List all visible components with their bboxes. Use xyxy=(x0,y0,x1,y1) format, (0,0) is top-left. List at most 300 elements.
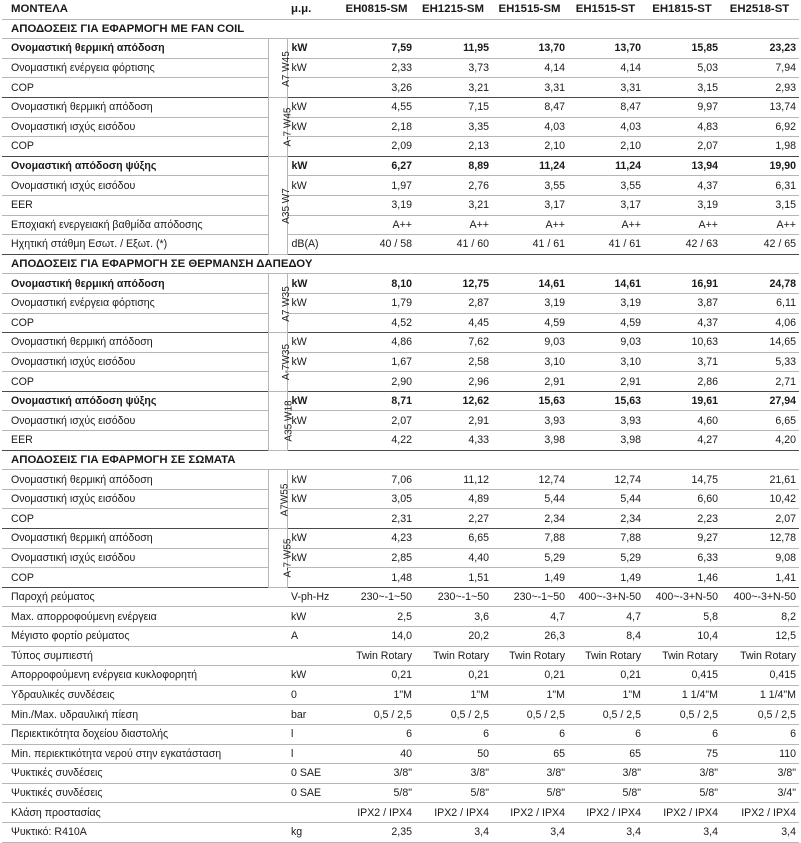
row-label: Min./Max. υδραυλική πίεση xyxy=(2,705,287,725)
row-value: 3,15 xyxy=(721,195,799,215)
table-row xyxy=(2,58,799,78)
row-label: Ονομαστική θερμική απόδοση xyxy=(2,529,268,549)
row-value: 1"M xyxy=(492,685,568,705)
row-value: 15,63 xyxy=(492,391,568,411)
table-row xyxy=(2,764,799,784)
row-value: 7,15 xyxy=(415,97,492,117)
row-value: 1,98 xyxy=(721,137,799,157)
row-value: 41 / 61 xyxy=(492,235,568,255)
row-label: Ονομαστική ισχύς εισόδου xyxy=(2,411,268,431)
table-row xyxy=(2,137,799,157)
row-value: 0,5 / 2,5 xyxy=(644,705,721,725)
row-value: IPX2 / IPX4 xyxy=(415,803,492,823)
model-name: EH2518-ST xyxy=(721,0,799,19)
table-row xyxy=(2,117,799,137)
row-value: 3,19 xyxy=(568,293,644,313)
row-value: 4,55 xyxy=(339,97,415,117)
row-value: 9,03 xyxy=(492,333,568,353)
section-title: ΑΠΟΔΟΣΕΙΣ ΓΙΑ ΕΦΑΡΜΟΓΗ ΣΕ ΣΩΜΑΤΑ xyxy=(2,450,799,470)
table-row xyxy=(2,274,799,294)
row-value: 3,4 xyxy=(492,822,568,842)
row-label: Κλάση προστασίας xyxy=(2,803,287,823)
row-value: 2,13 xyxy=(415,137,492,157)
row-value: 7,88 xyxy=(568,529,644,549)
table-row xyxy=(2,529,799,549)
section-title: ΑΠΟΔΟΣΕΙΣ ΓΙΑ ΕΦΑΡΜΟΓΗ ΜΕ FAN COIL xyxy=(2,19,799,39)
table-row xyxy=(2,215,799,235)
row-value: 0,5 / 2,5 xyxy=(492,705,568,725)
condition-label: A35 W7 xyxy=(280,187,292,224)
row-label: Τύπος συμπιεστή xyxy=(2,646,287,666)
row-value: 65 xyxy=(492,744,568,764)
row-value: 9,27 xyxy=(644,529,721,549)
row-value: Twin Rotary xyxy=(568,646,644,666)
row-value: Twin Rotary xyxy=(721,646,799,666)
row-value: 41 / 61 xyxy=(568,235,644,255)
row-value: 3,26 xyxy=(339,78,415,98)
row-value: 8,47 xyxy=(492,97,568,117)
row-value: 2,35 xyxy=(339,822,415,842)
row-value: 2,34 xyxy=(492,509,568,529)
row-value: 12,78 xyxy=(721,529,799,549)
row-value: 3/4" xyxy=(721,783,799,803)
row-value: 4,22 xyxy=(339,431,415,451)
row-value: IPX2 / IPX4 xyxy=(339,803,415,823)
row-value: 5,44 xyxy=(492,489,568,509)
row-value: 4,37 xyxy=(644,313,721,333)
model-name: EH1515-SM xyxy=(492,0,568,19)
row-label: Ονομαστική θερμική απόδοση xyxy=(2,333,268,353)
condition-label: A-7W35 xyxy=(280,344,292,381)
row-value: 5/8" xyxy=(492,783,568,803)
row-value: 5/8" xyxy=(339,783,415,803)
row-value: 7,94 xyxy=(721,58,799,78)
row-label: Min. περιεκτικότητα νερού στην εγκατάσταση xyxy=(2,744,287,764)
row-value: 0,21 xyxy=(568,666,644,686)
row-value: 4,14 xyxy=(568,58,644,78)
table-row xyxy=(2,509,799,529)
row-value: 3,4 xyxy=(415,822,492,842)
row-value: IPX2 / IPX4 xyxy=(568,803,644,823)
row-value: 3,10 xyxy=(492,352,568,372)
row-value: 19,90 xyxy=(721,156,799,176)
row-unit: kW xyxy=(287,97,339,117)
row-value: 110 xyxy=(721,744,799,764)
table-row xyxy=(2,352,799,372)
row-value: 4,52 xyxy=(339,313,415,333)
section-title-row xyxy=(2,450,799,470)
row-value: A++ xyxy=(415,215,492,235)
row-unit: 0 SAE xyxy=(287,783,339,803)
row-unit: kW xyxy=(287,293,339,313)
row-value: 2,31 xyxy=(339,509,415,529)
row-value: 2,23 xyxy=(644,509,721,529)
row-value: 2,10 xyxy=(492,137,568,157)
row-value: 2,91 xyxy=(415,411,492,431)
condition-label-cell xyxy=(268,274,292,333)
row-value: 8,10 xyxy=(339,274,415,294)
row-label: Ηχητική στάθμη Εσωτ. / Εξωτ. (*) xyxy=(2,235,268,255)
row-value: 5,03 xyxy=(644,58,721,78)
row-unit xyxy=(287,137,339,157)
table-row xyxy=(2,293,799,313)
row-value: 12,62 xyxy=(415,391,492,411)
row-value: 2,18 xyxy=(339,117,415,137)
row-value: 3,87 xyxy=(644,293,721,313)
row-unit xyxy=(287,195,339,215)
row-label: EER xyxy=(2,195,268,215)
row-value: 3,35 xyxy=(415,117,492,137)
table-row xyxy=(2,646,799,666)
table-row xyxy=(2,666,799,686)
table-row xyxy=(2,822,799,842)
row-value: 2,90 xyxy=(339,372,415,392)
row-value: 40 xyxy=(339,744,415,764)
row-value: IPX2 / IPX4 xyxy=(492,803,568,823)
row-value: 5/8" xyxy=(568,783,644,803)
row-unit: V-ph-Hz xyxy=(287,587,339,607)
row-value: 3,19 xyxy=(339,195,415,215)
row-value: 10,4 xyxy=(644,627,721,647)
row-value: 11,24 xyxy=(568,156,644,176)
section-title-row xyxy=(2,19,799,39)
row-value: 9,08 xyxy=(721,548,799,568)
table-row xyxy=(2,548,799,568)
row-value: 4,83 xyxy=(644,117,721,137)
row-value: 1"M xyxy=(568,685,644,705)
row-value: 11,24 xyxy=(492,156,568,176)
row-value: 2,71 xyxy=(721,372,799,392)
row-value: 4,89 xyxy=(415,489,492,509)
row-label: EER xyxy=(2,431,268,451)
row-label: Εποχιακή ενεργειακή βαθμίδα απόδοσης xyxy=(2,215,268,235)
condition-label: A7W55 xyxy=(278,483,290,517)
row-value: 5/8" xyxy=(415,783,492,803)
row-value: 4,06 xyxy=(721,313,799,333)
row-value: 1,97 xyxy=(339,176,415,196)
row-value: A++ xyxy=(644,215,721,235)
row-label: Ονομαστική ισχύς εισόδου xyxy=(2,117,268,137)
row-value: 5,44 xyxy=(568,489,644,509)
row-value: 1,48 xyxy=(339,568,415,588)
row-value: 3,6 xyxy=(415,607,492,627)
row-label: Ονομαστική θερμική απόδοση xyxy=(2,39,268,59)
table-row xyxy=(2,431,799,451)
row-label: Ονομαστική ενέργεια φόρτισης xyxy=(2,293,268,313)
row-value: 4,14 xyxy=(492,58,568,78)
row-unit: kW xyxy=(287,274,339,294)
row-value: A++ xyxy=(568,215,644,235)
row-value: 3,17 xyxy=(492,195,568,215)
condition-label: A7 W35 xyxy=(280,285,292,322)
row-value: 2,07 xyxy=(721,509,799,529)
row-unit: kW xyxy=(287,176,339,196)
row-value: 6 xyxy=(492,724,568,744)
row-label: Ονομαστική ισχύς εισόδου xyxy=(2,489,268,509)
row-value: 13,70 xyxy=(492,39,568,59)
row-value: 1,67 xyxy=(339,352,415,372)
row-value: 11,95 xyxy=(415,39,492,59)
row-value: 3,15 xyxy=(644,78,721,98)
row-unit xyxy=(287,313,339,333)
table-row xyxy=(2,607,799,627)
row-value: 0,21 xyxy=(415,666,492,686)
row-unit: A xyxy=(287,627,339,647)
row-value: Twin Rotary xyxy=(415,646,492,666)
row-value: 14,61 xyxy=(568,274,644,294)
row-value: 12,74 xyxy=(568,470,644,490)
row-label: Υδραυλικές συνδέσεις xyxy=(2,685,287,705)
row-value: 3,98 xyxy=(568,431,644,451)
table-row xyxy=(2,39,799,59)
row-value: Twin Rotary xyxy=(339,646,415,666)
row-unit: kW xyxy=(287,333,339,353)
condition-label-cell xyxy=(268,97,293,156)
row-value: 4,59 xyxy=(492,313,568,333)
row-value: 6,11 xyxy=(721,293,799,313)
row-value: 3,21 xyxy=(415,78,492,98)
table-row xyxy=(2,568,799,588)
row-label: Ονομαστική απόδοση ψύξης xyxy=(2,156,268,176)
row-value: 1,79 xyxy=(339,293,415,313)
row-value: 41 / 60 xyxy=(415,235,492,255)
row-value: 27,94 xyxy=(721,391,799,411)
model-name: EH1215-SM xyxy=(415,0,492,19)
table-row xyxy=(2,783,799,803)
row-label: Max. απορροφούμενη ενέργεια xyxy=(2,607,287,627)
row-value: 3,17 xyxy=(568,195,644,215)
row-unit: l xyxy=(287,744,339,764)
condition-label-cell xyxy=(268,529,293,588)
row-value: 230~-1~50 xyxy=(492,587,568,607)
row-unit: bar xyxy=(287,705,339,725)
condition-label-cell xyxy=(268,333,292,392)
row-value: 4,59 xyxy=(568,313,644,333)
row-label: Μέγιστο φορτίο ρεύματος xyxy=(2,627,287,647)
row-value: 4,60 xyxy=(644,411,721,431)
row-value: 9,03 xyxy=(568,333,644,353)
row-value: 2,85 xyxy=(339,548,415,568)
row-value: 8,47 xyxy=(568,97,644,117)
row-unit: kW xyxy=(287,156,339,176)
row-value: IPX2 / IPX4 xyxy=(721,803,799,823)
row-value: 23,23 xyxy=(721,39,799,59)
table-row xyxy=(2,803,799,823)
row-value: 11,12 xyxy=(415,470,492,490)
row-value: 4,7 xyxy=(568,607,644,627)
row-value: 2,76 xyxy=(415,176,492,196)
row-value: 4,23 xyxy=(339,529,415,549)
row-value: 0,415 xyxy=(644,666,721,686)
row-value: Twin Rotary xyxy=(644,646,721,666)
row-label: Ψυκτικές συνδέσεις xyxy=(2,783,287,803)
row-value: 2,87 xyxy=(415,293,492,313)
row-unit: kg xyxy=(287,822,339,842)
row-value: 12,75 xyxy=(415,274,492,294)
row-label: Ονομαστική θερμική απόδοση xyxy=(2,470,268,490)
row-value: 0,415 xyxy=(721,666,799,686)
row-value: 0,21 xyxy=(339,666,415,686)
row-unit xyxy=(287,568,339,588)
row-unit: kW xyxy=(287,607,339,627)
row-label: Ονομαστική ισχύς εισόδου xyxy=(2,548,268,568)
table-row xyxy=(2,470,799,490)
model-name: EH1815-ST xyxy=(644,0,721,19)
row-value: 2,07 xyxy=(339,411,415,431)
row-value: 4,27 xyxy=(644,431,721,451)
row-value: 3,05 xyxy=(339,489,415,509)
row-label: COP xyxy=(2,568,268,588)
row-label: Ψυκτικό: R410A xyxy=(2,822,287,842)
row-value: 12,74 xyxy=(492,470,568,490)
header-row xyxy=(2,0,799,19)
row-value: 1,51 xyxy=(415,568,492,588)
row-value: 13,74 xyxy=(721,97,799,117)
row-value: 4,20 xyxy=(721,431,799,451)
row-value: 2,27 xyxy=(415,509,492,529)
condition-label-cell xyxy=(268,470,290,529)
row-value: 75 xyxy=(644,744,721,764)
row-value: 3,10 xyxy=(568,352,644,372)
row-value: 4,33 xyxy=(415,431,492,451)
row-value: 12,5 xyxy=(721,627,799,647)
row-value: 3,21 xyxy=(415,195,492,215)
row-value: 16,91 xyxy=(644,274,721,294)
row-value: 3,55 xyxy=(568,176,644,196)
row-label: COP xyxy=(2,78,268,98)
row-unit: kW xyxy=(287,489,339,509)
row-value: 3,31 xyxy=(568,78,644,98)
row-value: 0,5 / 2,5 xyxy=(568,705,644,725)
row-unit xyxy=(287,509,339,529)
row-value: 15,63 xyxy=(568,391,644,411)
row-value: 1,46 xyxy=(644,568,721,588)
row-value: 6,65 xyxy=(415,529,492,549)
section-title: ΑΠΟΔΟΣΕΙΣ ΓΙΑ ΕΦΑΡΜΟΓΗ ΣΕ ΘΕΡΜΑΝΣΗ ΔΑΠΕΔΟΥ xyxy=(2,254,799,274)
row-value: 8,89 xyxy=(415,156,492,176)
row-value: 6 xyxy=(568,724,644,744)
row-value: 7,59 xyxy=(339,39,415,59)
row-value: 1 1/4"M xyxy=(721,685,799,705)
row-value: 14,61 xyxy=(492,274,568,294)
row-label: Ονομαστική ισχύς εισόδου xyxy=(2,352,268,372)
row-unit xyxy=(287,646,339,666)
row-unit: dB(A) xyxy=(287,235,339,255)
table-row xyxy=(2,489,799,509)
row-value: 4,45 xyxy=(415,313,492,333)
row-unit: kW xyxy=(287,470,339,490)
table-row xyxy=(2,724,799,744)
row-label: Ονομαστική ενέργεια φόρτισης xyxy=(2,58,268,78)
condition-label: A7 W45 xyxy=(280,50,292,87)
row-value: 4,03 xyxy=(492,117,568,137)
row-value: 7,06 xyxy=(339,470,415,490)
row-value: 2,58 xyxy=(415,352,492,372)
row-unit: kW xyxy=(287,666,339,686)
row-value: 14,65 xyxy=(721,333,799,353)
row-value: A++ xyxy=(339,215,415,235)
row-value: 10,63 xyxy=(644,333,721,353)
table-row xyxy=(2,176,799,196)
row-unit: kW xyxy=(287,548,339,568)
row-value: 2,33 xyxy=(339,58,415,78)
spec-table-body xyxy=(2,0,799,842)
row-label: Ονομαστική θερμική απόδοση xyxy=(2,274,268,294)
row-unit xyxy=(287,78,339,98)
row-value: 3,98 xyxy=(492,431,568,451)
row-value: 2,34 xyxy=(568,509,644,529)
row-unit xyxy=(287,372,339,392)
row-value: 13,94 xyxy=(644,156,721,176)
row-value: 3,93 xyxy=(492,411,568,431)
row-value: 6,60 xyxy=(644,489,721,509)
row-value: 2,10 xyxy=(568,137,644,157)
row-value: 1,49 xyxy=(568,568,644,588)
row-value: 4,37 xyxy=(644,176,721,196)
row-value: 2,93 xyxy=(721,78,799,98)
row-unit xyxy=(287,803,339,823)
row-label: Παροχή ρεύματος xyxy=(2,587,287,607)
row-value: 4,86 xyxy=(339,333,415,353)
row-value: 3,71 xyxy=(644,352,721,372)
row-value: 8,71 xyxy=(339,391,415,411)
row-value: 7,62 xyxy=(415,333,492,353)
row-value: 2,5 xyxy=(339,607,415,627)
row-unit: kW xyxy=(287,411,339,431)
spec-table xyxy=(2,0,799,843)
row-value: 7,88 xyxy=(492,529,568,549)
row-unit: 0 SAE xyxy=(287,764,339,784)
row-value: 0,5 / 2,5 xyxy=(415,705,492,725)
row-label: Ονομαστική απόδοση ψύξης xyxy=(2,391,268,411)
row-value: 6,31 xyxy=(721,176,799,196)
table-row xyxy=(2,195,799,215)
row-value: 2,91 xyxy=(568,372,644,392)
row-value: 3,4 xyxy=(644,822,721,842)
row-value: 6 xyxy=(721,724,799,744)
table-row xyxy=(2,313,799,333)
row-value: 0,5 / 2,5 xyxy=(339,705,415,725)
condition-label-cell xyxy=(268,391,295,450)
row-value: 5/8" xyxy=(644,783,721,803)
row-unit: kW xyxy=(287,352,339,372)
row-unit: l xyxy=(287,724,339,744)
model-name: EH1515-ST xyxy=(568,0,644,19)
row-value: 42 / 63 xyxy=(644,235,721,255)
row-value: 21,61 xyxy=(721,470,799,490)
table-row xyxy=(2,627,799,647)
row-value: 8,2 xyxy=(721,607,799,627)
row-label: Ψυκτικές συνδέσεις xyxy=(2,764,287,784)
table-row xyxy=(2,705,799,725)
row-value: 2,09 xyxy=(339,137,415,157)
row-value: 24,78 xyxy=(721,274,799,294)
row-value: 230~-1~50 xyxy=(415,587,492,607)
row-value: 2,07 xyxy=(644,137,721,157)
row-value: 3/8" xyxy=(721,764,799,784)
row-value: 2,96 xyxy=(415,372,492,392)
row-unit: 0 xyxy=(287,685,339,705)
row-value: 8,4 xyxy=(568,627,644,647)
row-unit: kW xyxy=(287,58,339,78)
row-value: 3,4 xyxy=(568,822,644,842)
row-value: 9,97 xyxy=(644,97,721,117)
row-value: 40 / 58 xyxy=(339,235,415,255)
row-value: 4,40 xyxy=(415,548,492,568)
row-value: 2,91 xyxy=(492,372,568,392)
row-value: 19,61 xyxy=(644,391,721,411)
row-unit xyxy=(287,215,339,235)
